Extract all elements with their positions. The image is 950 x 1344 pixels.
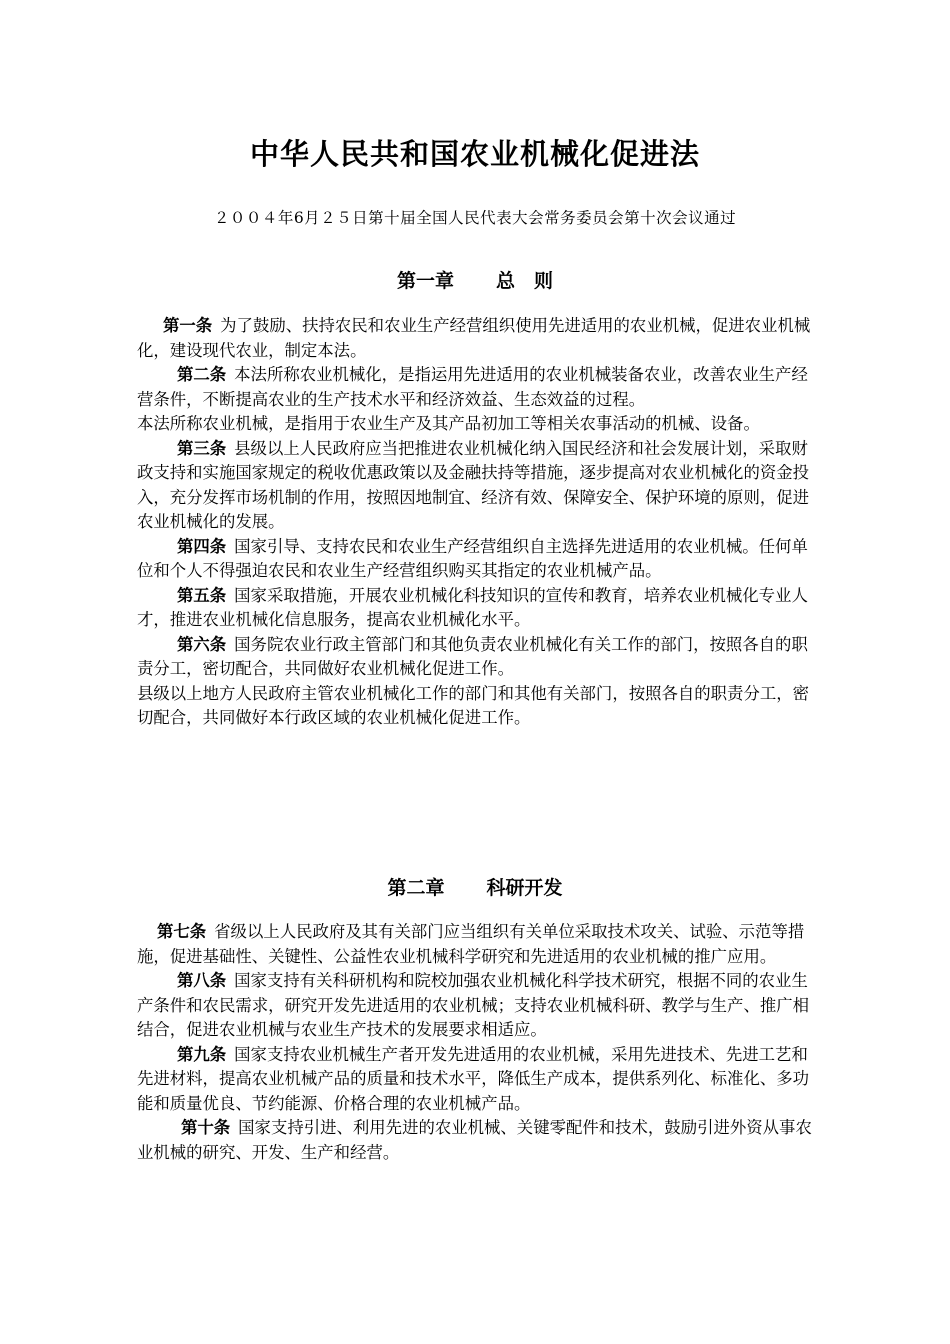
article-6-paragraph-2: 县级以上地方人民政府主管农业机械化工作的部门和其他有关部门，按照各自的职责分工，密切配合，共同做好本行政区域的农业机械化促进工作。 [137,683,810,727]
article-2 [137,363,817,412]
article-2-paragraph-2: 本法所称农业机械，是指用于农业生产及其产品初加工等相关农事活动的机械、设备。 [137,414,760,433]
article-4 [137,535,817,584]
article-7 [137,920,817,969]
chapter-name: 总 则 [496,270,554,292]
article-text: 为了鼓励、扶持农民和农业生产经营组织使用先进适用的农业机械，促进农业机械化，建设现代农业，制定本法。 [137,316,811,360]
article-text: 国家支持引进、利用先进的农业机械、关键零配件和技术，鼓励引进外资从事农业机械的研究、开发、生产和经营。 [137,1118,812,1162]
article-text: 国家采取措施，开展农业机械化科技知识的宣传和教育，培养农业机械化专业人才，推进农业机械化信息服务，提高农业机械化水平。 [137,585,808,629]
article-label: 第四条 [177,536,227,556]
article-label: 第十条 [181,1118,231,1137]
article-label: 第八条 [177,971,227,990]
article-text: 县级以上人民政府应当把推进农业机械化纳入国民经济和社会发展计划，采取财政支持和实施国家规定的税收优惠政策以及金融扶持等措施，逐步提高对农业机械化的资金投入，充分发挥市场机制的作用，按照因地制宜、经济有效、保障安全、保护环境的原则，促进农业机械化的发展。 [137,438,810,531]
chapter-body-1 [137,314,817,731]
article-label: 第七条 [157,922,207,941]
article-label: 第一条 [163,316,213,335]
article-3 [137,437,817,535]
article-label: 第六条 [177,634,227,654]
article-label: 第九条 [177,1044,227,1064]
article-text: 国家支持有关科研机构和院校加强农业机械化科学技术研究，根据不同的农业生产条件和农民需求，研究开发先进适用的农业机械；支持农业机械科研、教学与生产、推广相结合，促进农业机械与农业生产技术的发展要求相适应。 [137,971,810,1039]
document-title: 中华人民共和国农业机械化促进法 [249,137,700,171]
chapter-number: 第一章 [396,270,454,292]
article-text: 省级以上人民政府及其有关部门应当组织有关单位采取技术攻关、试验、示范等措施，促进基础性、关键性、公益性农业机械科学研究和先进适用的农业机械的推广应用。 [137,922,805,966]
article-8 [137,969,817,1043]
article-5 [137,584,817,633]
article-text: 本法所称农业机械化，是指运用先进适用的农业机械装备农业，改善农业生产经营条件，不断提高农业的生产技术水平和经济效益、生态效益的过程。 [137,365,808,409]
article-label: 第三条 [177,438,227,458]
chapter-name: 科研开发 [486,877,563,899]
chapter-body-2 [137,920,817,1165]
article-6 [137,633,817,682]
document-subtitle: ２００４年6月２５日第十届全国人民代表大会常务委员会第十次会议通过 [213,209,737,227]
chapter-heading-2 [0,873,950,900]
article-label: 第二条 [177,365,227,384]
article-text: 国务院农业行政主管部门和其他负责农业机械化有关工作的部门，按照各自的职责分工，密切配合，共同做好农业机械化促进工作。 [137,634,808,678]
article-text: 国家引导、支持农民和农业生产经营组织自主选择先进适用的农业机械。任何单位和个人不得强迫农民和农业生产经营组织购买其指定的农业机械产品。 [137,536,808,580]
article-text: 国家支持农业机械生产者开发先进适用的农业机械，采用先进技术、先进工艺和先进材料，提高农业机械产品的质量和技术水平，降低生产成本，提供系列化、标准化、多功能和质量优良、节约能源、价格合理的农业机械产品。 [137,1044,810,1113]
article-label: 第五条 [177,585,227,605]
chapter-heading-1 [0,266,950,293]
chapter-number: 第二章 [387,877,445,899]
article-9 [137,1043,817,1117]
article-10 [137,1116,817,1165]
article-1 [137,314,817,363]
